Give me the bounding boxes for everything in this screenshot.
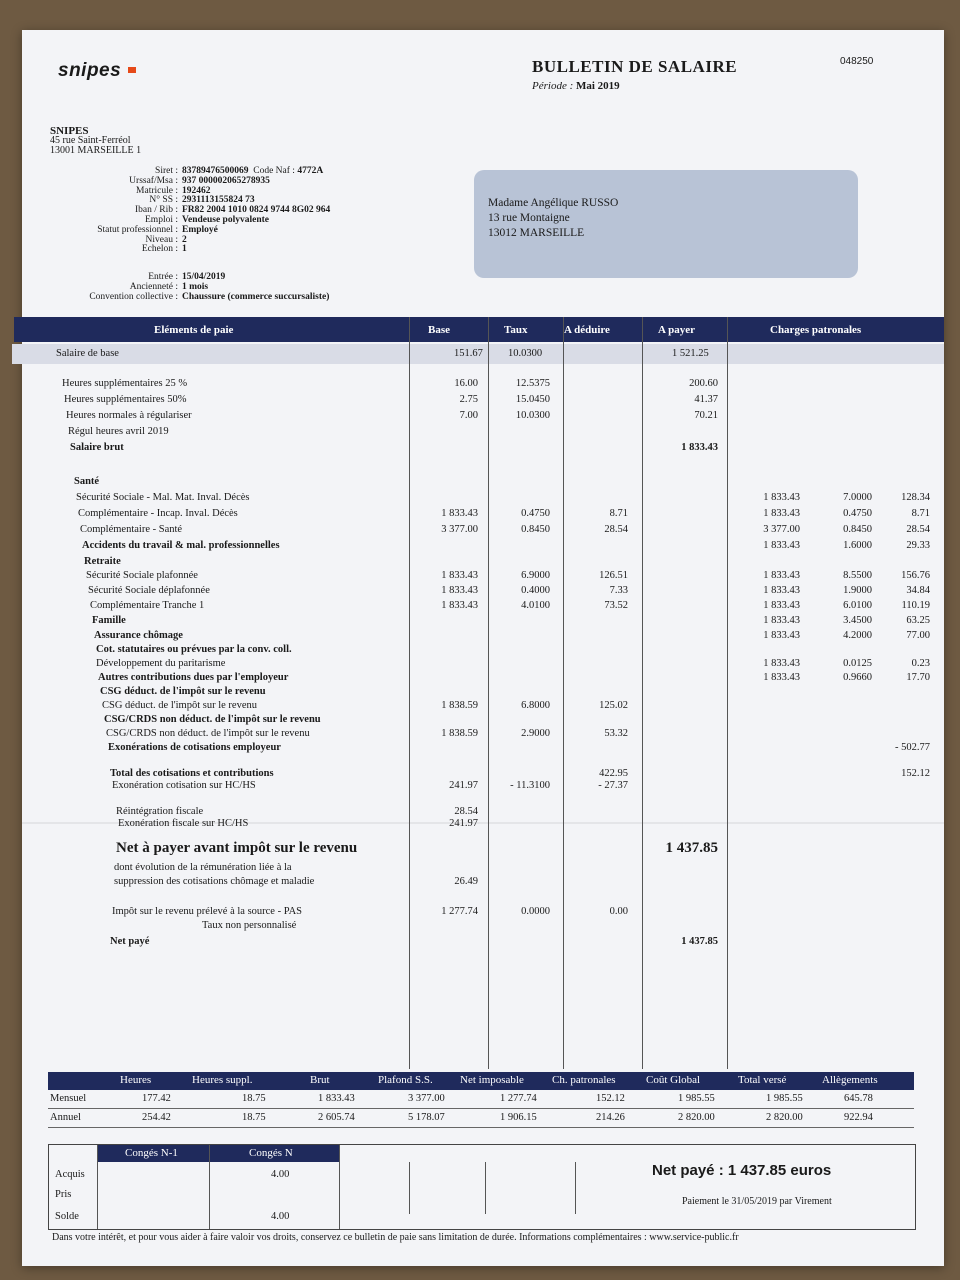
pay-line-pmont: 34.84 xyxy=(906,585,930,596)
pay-line-deduire: 422.95 xyxy=(599,768,628,779)
pay-line-pmont: - 502.77 xyxy=(895,742,930,753)
pay-line-taux: 2.9000 xyxy=(521,728,550,739)
pay-line-payer: 1 437.85 xyxy=(665,840,718,856)
pay-line-label: Exonération fiscale sur HC/HS xyxy=(118,818,249,829)
pay-line-pmont: 28.54 xyxy=(906,524,930,535)
summary-row-annuel: Annuel 254.42 18.75 2 605.74 5 178.07 1 906.15 214.26 2 820.00 2 820.00 922.94 xyxy=(48,1109,914,1128)
pay-line-pbase: 3 377.00 xyxy=(763,524,800,535)
pay-line-base: 1 277.74 xyxy=(441,906,478,917)
pay-line-label: Réintégration fiscale xyxy=(116,806,204,817)
pay-line-ptaux: 6.0100 xyxy=(843,600,872,611)
pay-table-header: Eléments de paie Base Taux A déduire A payer Charges patronales xyxy=(14,317,944,342)
pay-line-label: Accidents du travail & mal. professionnelles xyxy=(82,540,280,551)
document-number: 048250 xyxy=(840,56,874,67)
pay-line-base: 2.75 xyxy=(459,394,478,405)
pay-line-pbase: 1 833.43 xyxy=(763,540,800,551)
employee-identification: Siret : 83789476500069 Code Naf : 4772A Urssaf/Msa : 937 000002065278935 Matricule : 192462 N° SS : 2931113155824 73 Iban / Rib : FR82 2004 1010 0824 9744 8G02 964 Emploi : Vendeuse polyvalente Statut professionnel : Employé Niveau : 2 Echelon : 1 Entrée : 15/04/2019 Ancienneté : 1 mois Convention collective : Chaussure (commerce succursaliste) xyxy=(89,166,331,302)
pay-line-payer: 200.60 xyxy=(689,378,718,389)
pay-line-pmont: 63.25 xyxy=(906,615,930,626)
pay-line-label: Santé xyxy=(74,476,100,487)
pay-line-label: Complémentaire Tranche 1 xyxy=(90,600,205,611)
pay-line-base: 1 838.59 xyxy=(441,700,478,711)
employer-logo: snipes xyxy=(58,60,122,81)
pay-line-payer: 41.37 xyxy=(694,394,718,405)
pay-line-label: Salaire brut xyxy=(70,442,124,453)
pay-line-label: Heures supplémentaires 25 % xyxy=(62,378,188,389)
pay-line-label: Sécurité Sociale déplafonnée xyxy=(88,585,210,596)
pay-line-label: Heures supplémentaires 50% xyxy=(64,394,187,405)
pay-line-label: Net payé xyxy=(110,936,150,947)
pay-line-deduire: 125.02 xyxy=(599,700,628,711)
pay-line-ptaux: 0.9660 xyxy=(843,672,872,683)
payment-info: Paiement le 31/05/2019 par Virement xyxy=(682,1196,832,1207)
leave-header: Congés N-1 Congés N xyxy=(97,1145,339,1162)
document-title: BULLETIN DE SALAIRE xyxy=(532,57,738,76)
pay-line-label: Heures normales à régulariser xyxy=(66,410,192,421)
pay-line-taux: 4.0100 xyxy=(521,600,550,611)
recipient-name: Madame Angélique RUSSO xyxy=(488,197,619,209)
pay-line-pmont: 110.19 xyxy=(901,600,930,611)
pay-line-taux: 0.0000 xyxy=(521,906,550,917)
pay-line-pmont: 8.71 xyxy=(911,508,930,519)
column-divider xyxy=(563,317,564,1069)
pay-line-pbase: 1 833.43 xyxy=(763,615,800,626)
pay-line-label: Cot. statutaires ou prévues par la conv. coll. xyxy=(96,644,292,655)
pay-line-base: 3 377.00 xyxy=(441,524,478,535)
legal-notice: Dans votre intérêt, et pour vous aider à faire valoir vos droits, conservez ce bulletin de paie sans limitation de durée. Informations complémentaires : www.service-public.fr xyxy=(52,1232,739,1243)
pay-line-taux: 6.9000 xyxy=(521,570,550,581)
pay-line-ptaux: 0.8450 xyxy=(843,524,872,535)
pay-line-payer: 1 437.85 xyxy=(681,936,718,947)
pay-line-pmont: 156.76 xyxy=(901,570,930,581)
leave-row-solde: Solde xyxy=(55,1211,79,1222)
pay-line-taux: 0.4000 xyxy=(521,585,550,596)
pay-line-pmont: 17.70 xyxy=(906,672,930,683)
pay-line-deduire: 0.00 xyxy=(609,906,628,917)
pay-line-label: Complémentaire - Santé xyxy=(80,524,183,535)
period: Période : Mai 2019 xyxy=(532,80,620,92)
pay-line-base: 28.54 xyxy=(454,806,478,817)
pay-line-label: Sécurité Sociale - Mal. Mat. Inval. Décès xyxy=(76,492,250,503)
pay-line-ptaux: 0.0125 xyxy=(843,658,872,669)
employer-address: SNIPES 45 rue Saint-Ferréol 13001 MARSEILLE 1 xyxy=(50,125,142,156)
pay-line-taux: 15.0450 xyxy=(515,394,550,405)
pay-line-deduire: 73.52 xyxy=(604,600,628,611)
pay-line-label: CSG/CRDS non déduct. de l'impôt sur le revenu xyxy=(106,728,310,739)
pay-line-label: Net à payer avant impôt sur le revenu xyxy=(116,840,358,856)
pay-line-ptaux: 0.4750 xyxy=(843,508,872,519)
pay-line-label: Impôt sur le revenu prélevé à la source - PAS xyxy=(112,906,303,917)
pay-line-deduire: - 27.37 xyxy=(598,780,628,791)
pay-line-label: Exonérations de cotisations employeur xyxy=(108,742,281,753)
pay-line-taux: 6.8000 xyxy=(521,700,550,711)
pay-line-deduire: 53.32 xyxy=(604,728,628,739)
pay-line-base: 16.00 xyxy=(454,378,478,389)
pay-line-ptaux: 3.4500 xyxy=(843,615,872,626)
pay-line-base: 1 838.59 xyxy=(441,728,478,739)
pay-line-label: CSG déduct. de l'impôt sur le revenu xyxy=(102,700,257,711)
net-paid-total: Net payé : 1 437.85 euros xyxy=(652,1162,832,1179)
pay-line-base: 7.00 xyxy=(459,410,478,421)
pay-line-label: Autres contributions dues par l'employeur xyxy=(98,672,289,683)
pay-line-ptaux: 1.6000 xyxy=(843,540,872,551)
pay-line-pbase: 1 833.43 xyxy=(763,492,800,503)
pay-line-pmont: 152.12 xyxy=(901,768,930,779)
pay-line-pmont: 0.23 xyxy=(911,658,930,669)
pay-line-payer: 70.21 xyxy=(694,410,718,421)
pay-line-ptaux: 1.9000 xyxy=(843,585,872,596)
pay-line-pbase: 1 833.43 xyxy=(763,508,800,519)
pay-line-payer: 1 833.43 xyxy=(681,442,718,453)
pay-line-label: Taux non personnalisé xyxy=(202,920,297,931)
pay-line-pbase: 1 833.43 xyxy=(763,570,800,581)
pay-line-taux: 10.0300 xyxy=(515,410,550,421)
pay-line-base: 1 833.43 xyxy=(441,508,478,519)
recipient-address-window xyxy=(474,170,858,278)
pay-line-base: 1 833.43 xyxy=(441,585,478,596)
leave-table: Congés N-1 Congés N Acquis Pris Solde 4.00 4.00 xyxy=(48,1144,916,1230)
pay-line-pbase: 1 833.43 xyxy=(763,585,800,596)
pay-line-base: 1 833.43 xyxy=(441,570,478,581)
pay-line-pmont: 29.33 xyxy=(906,540,930,551)
pay-line-taux: 0.4750 xyxy=(521,508,550,519)
pay-line-pmont: 77.00 xyxy=(906,630,930,641)
pay-line-pbase: 1 833.43 xyxy=(763,672,800,683)
summary-row-mensuel: Mensuel 177.42 18.75 1 833.43 3 377.00 1 277.74 152.12 1 985.55 1 985.55 645.78 xyxy=(48,1090,914,1109)
pay-line-ptaux: 4.2000 xyxy=(843,630,872,641)
pay-line-pbase: 1 833.43 xyxy=(763,630,800,641)
payslip-paper xyxy=(22,30,944,1266)
pay-line-taux: 0.8450 xyxy=(521,524,550,535)
pay-line-label: Complémentaire - Incap. Inval. Décès xyxy=(78,508,238,519)
pay-line-deduire: 8.71 xyxy=(609,508,628,519)
column-divider xyxy=(488,317,489,1069)
pay-line-deduire: 28.54 xyxy=(604,524,628,535)
pay-line-label: CSG déduct. de l'impôt sur le revenu xyxy=(100,686,266,697)
pay-line-pbase: 1 833.43 xyxy=(763,658,800,669)
pay-line-pmont: 128.34 xyxy=(901,492,930,503)
base-salary-row: Salaire de base 151.67 10.0300 1 521.25 xyxy=(12,344,944,364)
pay-line-label: suppression des cotisations chômage et maladie xyxy=(114,876,315,887)
pay-line-label: Retraite xyxy=(84,556,121,567)
column-divider xyxy=(727,317,728,1069)
pay-line-deduire: 7.33 xyxy=(609,585,628,596)
pay-line-label: Famille xyxy=(92,615,126,626)
leave-row-acquis: Acquis xyxy=(55,1169,85,1180)
pay-line-label: CSG/CRDS non déduct. de l'impôt sur le revenu xyxy=(104,714,321,725)
logo-mark-icon xyxy=(128,67,136,73)
pay-line-label: Sécurité Sociale plafonnée xyxy=(86,570,198,581)
pay-line-pbase: 1 833.43 xyxy=(763,600,800,611)
pay-line-base: 1 833.43 xyxy=(441,600,478,611)
pay-line-base: 241.97 xyxy=(449,818,478,829)
pay-line-label: Assurance chômage xyxy=(94,630,183,641)
summary-header: Heures Heures suppl. Brut Plafond S.S. Net imposable Ch. patronales Coût Global Total versé Allègements xyxy=(48,1072,914,1090)
column-divider xyxy=(409,317,410,1069)
summary-table xyxy=(48,1072,914,1128)
pay-line-label: Régul heures avril 2019 xyxy=(68,426,169,437)
pay-line-label: dont évolution de la rémunération liée à la xyxy=(114,862,292,873)
pay-line-base: 26.49 xyxy=(454,876,478,887)
pay-line-label: Exonération cotisation sur HC/HS xyxy=(112,780,256,791)
pay-line-taux: 12.5375 xyxy=(515,378,550,389)
recipient-city: 13012 MARSEILLE xyxy=(488,227,585,239)
pay-line-ptaux: 7.0000 xyxy=(843,492,872,503)
pay-line-ptaux: 8.5500 xyxy=(843,570,872,581)
recipient-street: 13 rue Montaigne xyxy=(488,212,570,224)
pay-line-base: 241.97 xyxy=(449,780,478,791)
pay-line-deduire: 126.51 xyxy=(599,570,628,581)
leave-row-pris: Pris xyxy=(55,1189,72,1200)
pay-line-label: Total des cotisations et contributions xyxy=(110,768,274,779)
pay-line-label: Développement du paritarisme xyxy=(96,658,226,669)
column-divider xyxy=(642,317,643,1069)
pay-line-taux: - 11.3100 xyxy=(510,780,550,791)
